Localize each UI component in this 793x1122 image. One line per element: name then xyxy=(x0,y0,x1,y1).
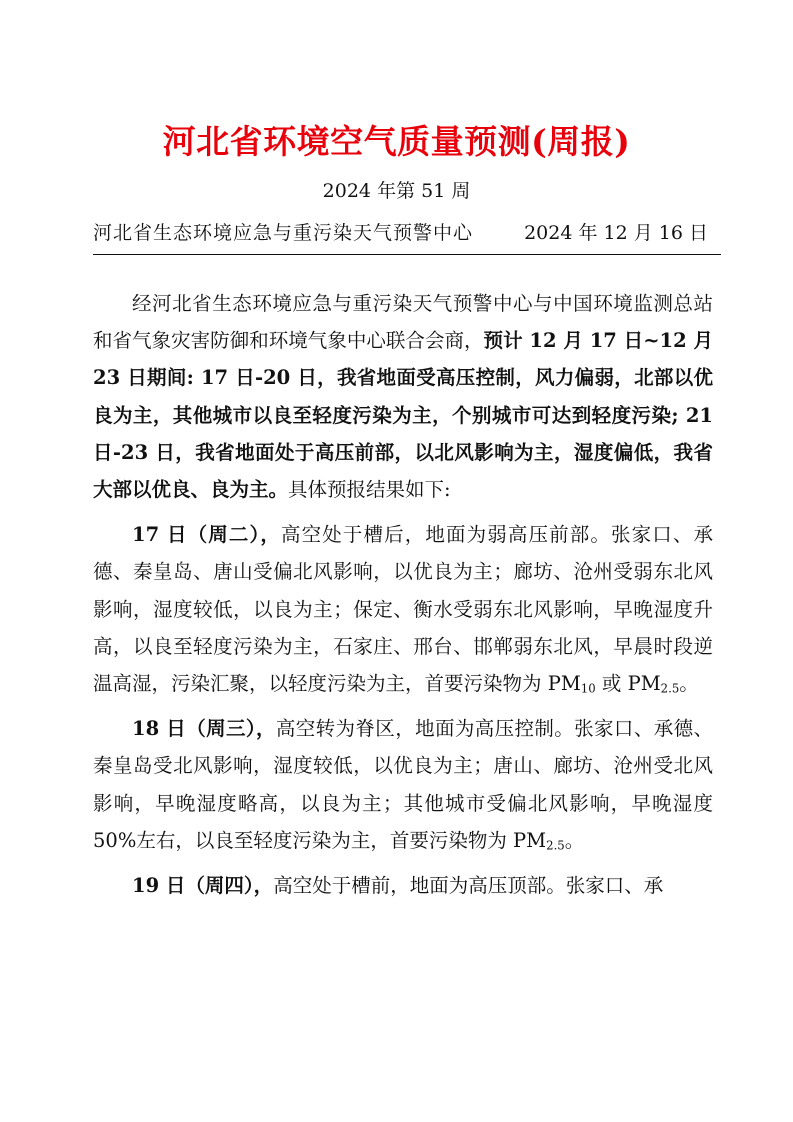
report-body xyxy=(93,285,713,912)
pollutant-pm10: $PM_{10}$ xyxy=(547,672,596,696)
day-paragraph-18: 18 日（周三），高空转为脊区，地面为高压控制。张家口、承德、秦皇岛受北风影响，湿度较低，以优良为主；唐山、廊坊、沧州受北风影响，早晚湿度略高，以良为主；其他城市受偏北风影响，早晚湿度 50%左右，以良至轻度污染为主，首要污染物为 $PM_{2.5}$。 xyxy=(93,717,713,853)
issue-date: 2024 年 12 月 16 日 xyxy=(524,222,708,244)
day-label: 19 日（周四）， xyxy=(132,874,274,898)
header-meta-line xyxy=(93,218,708,245)
day-paragraph-19 xyxy=(93,867,713,904)
day-forecast-text: 高空处于槽前，地面为高压顶部。张家口、承 xyxy=(273,874,664,898)
pollutant-pm25: $PM_{2.5}$ xyxy=(627,672,680,696)
issuing-organization: 河北省生态环境应急与重污染天气预警中心 xyxy=(93,222,474,244)
day-label: 18 日（周三）， xyxy=(132,717,276,741)
day-forecast-text: 高空处于槽后，地面为弱高压前部。张家口、承德、秦皇岛、唐山受偏北风影响，以优良为主；廊坊、沧州受弱东北风影响，湿度较低，以良为主；保定、衡水受弱东北风影响，早晚湿度升高，以良至轻度污染为主，石家庄、邢台、邯郸弱东北风，早晨时段逆温高湿，污染汇聚，以轻度污染为主，首要污染物为 xyxy=(93,523,713,696)
intro-paragraph xyxy=(93,285,713,508)
report-title: 河北省环境空气质量预测(周报) xyxy=(162,122,631,161)
day-paragraph-17: 17 日（周二），高空处于槽后，地面为弱高压前部。张家口、承德、秦皇岛、唐山受偏北风影响，以优良为主；廊坊、沧州受弱东北风影响，湿度较低，以良为主；保定、衡水受弱东北风影响，早晚湿度升高，以良至轻度污染为主，石家庄、邢台、邯郸弱东北风，早晨时段逆温高湿，污染汇聚，以轻度污染为主，首要污染物为 $PM_{10}$ 或 $PM_{2.5}$。 xyxy=(93,523,713,696)
day-label: 17 日（周二）， xyxy=(132,523,282,547)
intro-tail: 具体预报结果如下: xyxy=(288,478,451,502)
intro-lead: 经河北省生态环境应急与重污染天气预警中心与中国环境监测总站和省气象灾害防御和环境气象中心联合会商， xyxy=(93,292,713,353)
intro-forecast-summary: 预计 12 月 17 日~12 月 23 日期间: 17 日-20 日，我省地面受高压控制，风力偏弱，北部以优良为主，其他城市以良至轻度污染为主，个别城市可达到轻度污染; 21 日-23 日，我省地面处于高压前部，以北风影响为主，湿度偏低，我省大部以优良、良为主。 xyxy=(93,329,713,502)
connector-text: 或 xyxy=(595,672,628,696)
issue-number: 2024 年第 51 周 xyxy=(322,180,471,202)
pollutant-pm25: $PM_{2.5}$ xyxy=(513,828,565,853)
header-divider xyxy=(93,254,721,255)
day-forecast-text: 高空转为脊区，地面为高压控制。张家口、承德、秦皇岛受北风影响，湿度较低，以优良为主；唐山、廊坊、沧州受北风影响，早晚湿度略高，以良为主；其他城市受偏北风影响，早晚湿度 50%左右，以良至轻度污染为主，首要污染物为 xyxy=(93,717,713,852)
